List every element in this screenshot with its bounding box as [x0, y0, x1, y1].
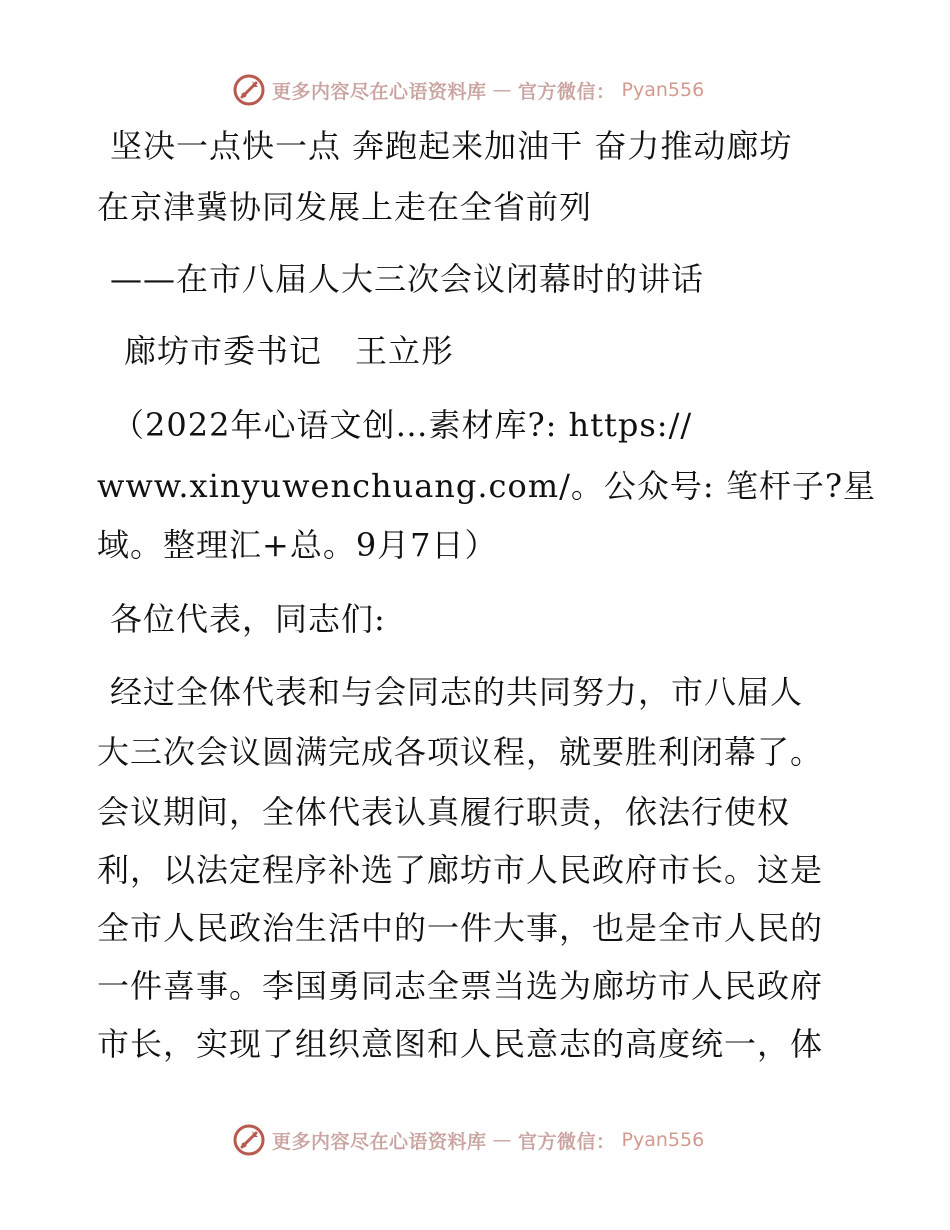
logo-icon [232, 1123, 266, 1157]
source-line-3: 域。整理汇+总。9月7日） [97, 526, 498, 564]
body-line: 会议期间，全体代表认真履行职责，依法行使权 [97, 793, 791, 831]
author-line: 廊坊市委书记 王立彤 [124, 332, 455, 370]
watermark-text: 更多内容尽在心语资料库 [272, 80, 487, 103]
watermark-dash: — [492, 79, 513, 101]
body-line: 经过全体代表和与会同志的共同努力，市八届人 [110, 673, 804, 711]
watermark-dash: — [492, 1129, 513, 1151]
title-line-1: 坚决一点快一点 奔跑起来加油干 奋力推动廊坊 [110, 127, 793, 165]
subtitle: ——在市八届人大三次会议闭幕时的讲话 [110, 260, 705, 298]
body-line: 利，以法定程序补选了廊坊市人民政府市长。这是 [97, 851, 824, 889]
watermark-footer [232, 1122, 704, 1158]
watermark-header [232, 72, 704, 108]
watermark-wechat-id: Pyan556 [621, 1129, 705, 1151]
watermark-wechat-label: 官方微信： [518, 80, 616, 103]
source-line-1: （2022年心语文创…素材库?: https:// [112, 406, 693, 444]
title-line-2: 在京津冀协同发展上走在全省前列 [97, 188, 593, 226]
watermark-text: 更多内容尽在心语资料库 [272, 1130, 487, 1153]
watermark-wechat-id: Pyan556 [621, 79, 705, 101]
body-line: 一件喜事。李国勇同志全票当选为廊坊市人民政府 [97, 967, 824, 1005]
watermark-wechat-label: 官方微信： [518, 1130, 616, 1153]
source-line-2: www.xinyuwenchuang.com/。公众号: 笔杆子?星 [97, 467, 876, 505]
body-line: 市长，实现了组织意图和人民意志的高度统一，体 [97, 1025, 824, 1063]
salutation: 各位代表，同志们: [110, 600, 386, 638]
body-line: 大三次会议圆满完成各项议程，就要胜利闭幕了。 [97, 733, 824, 771]
logo-icon [232, 73, 266, 107]
body-line: 全市人民政治生活中的一件大事，也是全市人民的 [97, 909, 824, 947]
